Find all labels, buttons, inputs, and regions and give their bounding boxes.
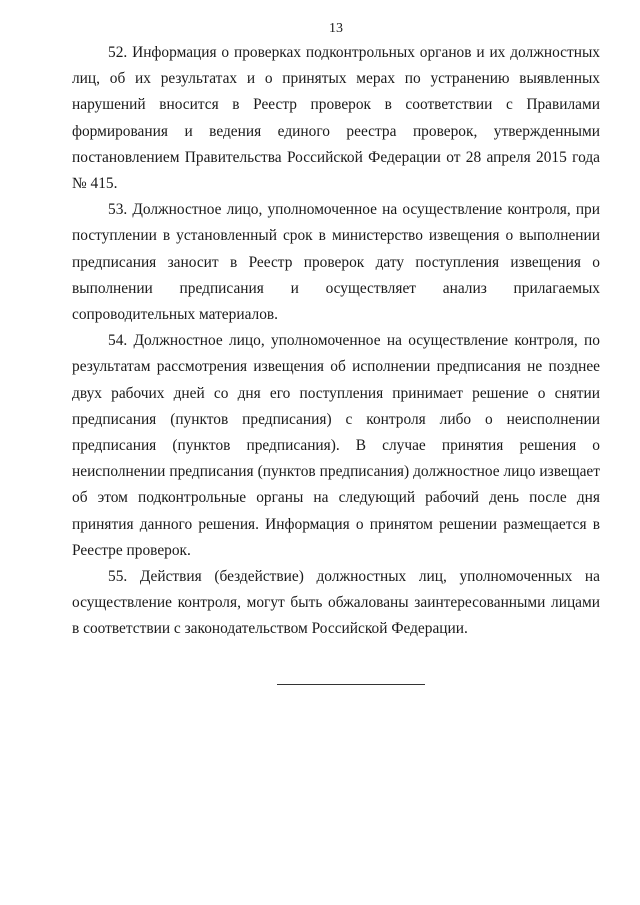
paragraph-53: 53. Должностное лицо, уполномоченное на осуществление контроля, при поступлении в установленный срок в министерство извещения о выполнении предписания заносит в Реестр проверок дату поступления извещения о выполнении предписания и осуществляет анализ прилагаемых сопроводительных материалов. (72, 201, 600, 324)
paragraph-55: 55. Действия (бездействие) должностных лиц, уполномоченных на осуществление контроля, могут быть обжалованы заинтересованными лицами в соответствии с законодательством Российской Федерации. (72, 568, 600, 638)
paragraph-52: 52. Информация о проверках подконтрольных органов и их должностных лиц, об их результатах и о принятых мерах по устранению выявленных нарушений вносится в Реестр проверок в соответствии с Правилами формирования и ведения единого реестра проверок, утвержденными постановлением Правительства Российской Федерации от 28 апреля 2015 года № 415. (72, 44, 600, 193)
document-page (72, 0, 600, 905)
page-number: 13 (329, 21, 343, 36)
paragraph-54: 54. Должностное лицо, уполномоченное на осуществление контроля, по результатам рассмотрения извещения об исполнении предписания не позднее двух рабочих дней со дня его поступления принимает решение о снятии предписания (пунктов предписания) с контроля либо о неисполнении предписания (пунктов предписания). В случае принятия решения о неисполнении предписания (пунктов предписания) должностное лицо извещает об этом подконтрольные органы на следующий рабочий день после дня принятия данного решения. Информация о принятом решении размещается в Реестре проверок. (72, 332, 600, 559)
document-body (72, 40, 600, 643)
end-separator-line (277, 684, 425, 685)
